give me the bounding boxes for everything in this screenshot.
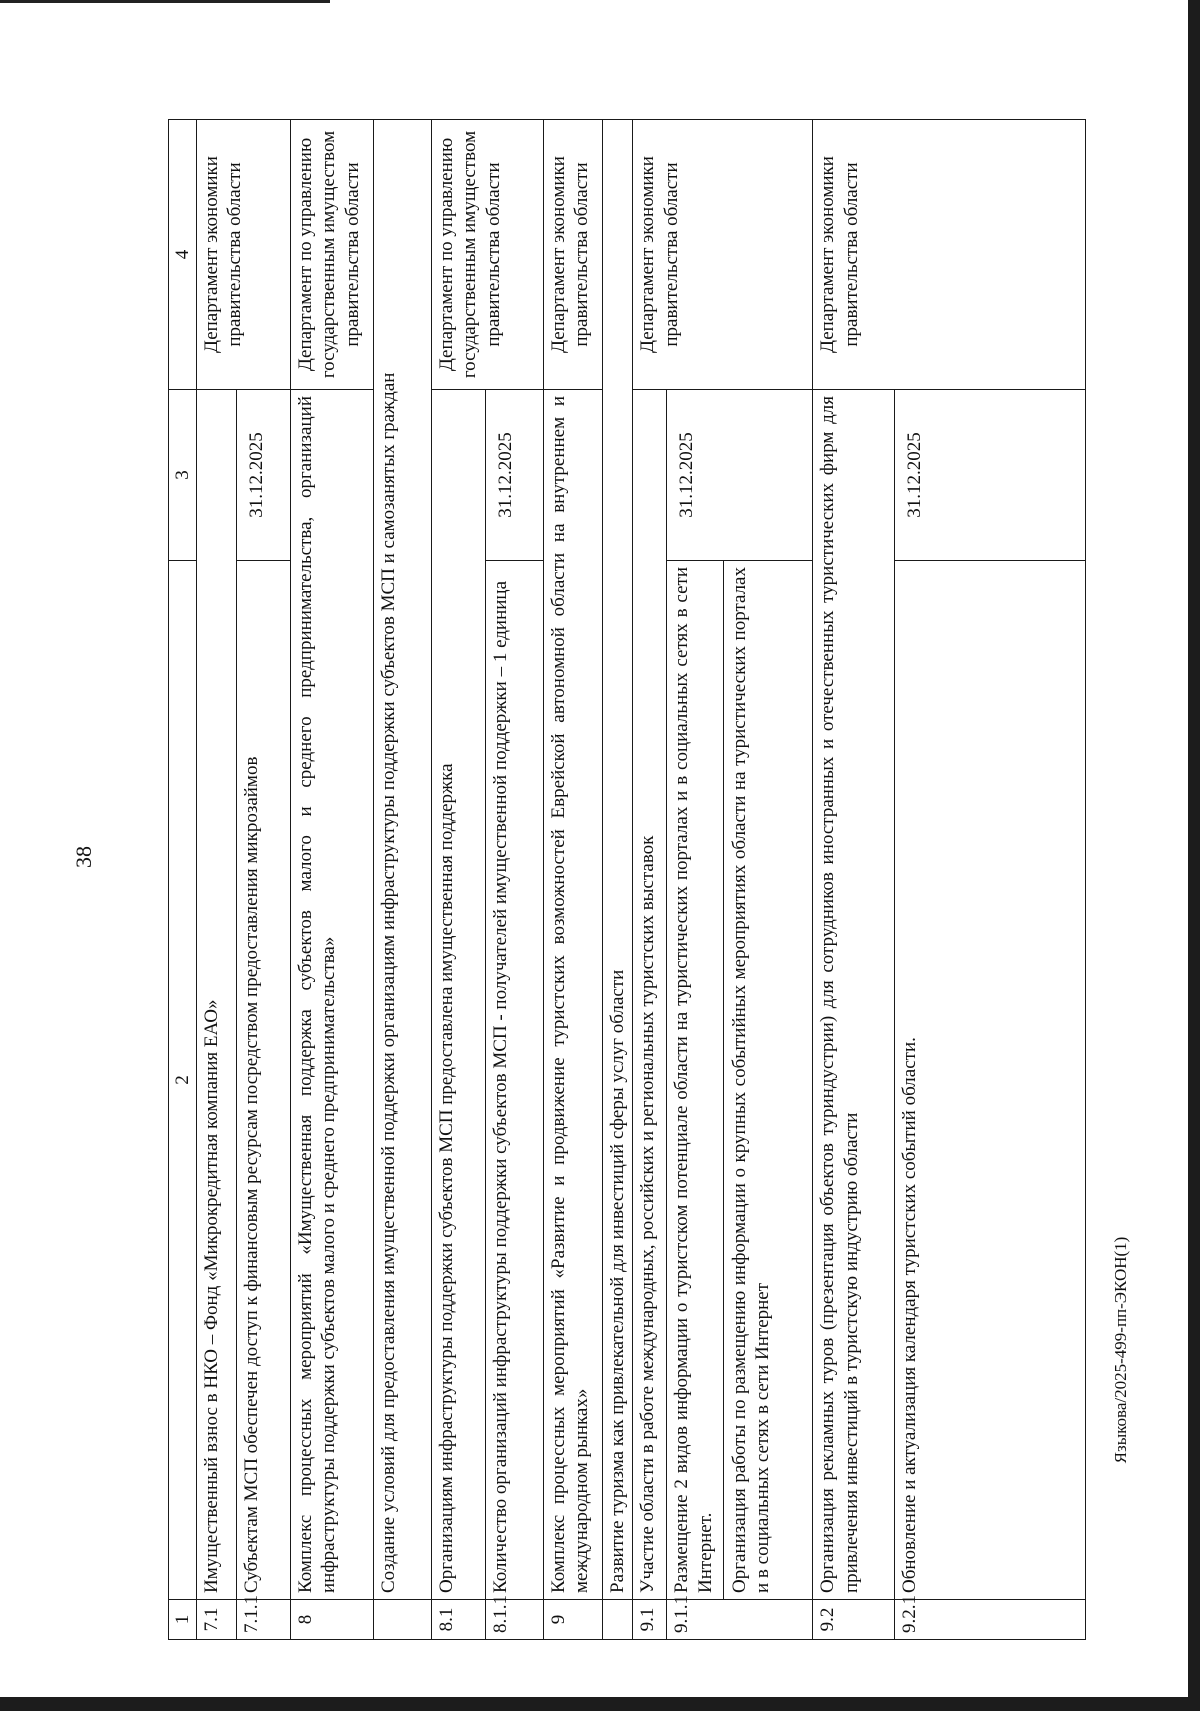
row-number: 9.2.1 <box>895 1600 1086 1640</box>
row-text: Комплекс процессных мероприятий «Имущественная поддержка субъектов малого и среднего предпринимательства, организаций инфраструктуры поддержки субъектов малого и среднего предпринимательства» <box>291 390 374 1600</box>
row-text: Организация рекламных туров (презентация объектов туриндустрии) для сотрудников иностранных и отечественных туристических фирм для привлечения инвестиций в туристскую индустрию области <box>813 390 895 1600</box>
header-cell: 4 <box>169 120 197 390</box>
row-department: Департамент экономики правительства области <box>813 120 1086 390</box>
row-number: 9.1.1 <box>667 1600 813 1640</box>
row-department: Департамент по управлению государственным имуществом правительства области <box>432 120 544 390</box>
row-text: Субъектам МСП обеспечен доступ к финансовым ресурсам посредством предоставления микрозаймов <box>237 561 291 1600</box>
section-title: Развитие туризма как привлекательной для инвестиций сферы услуг области <box>603 120 633 1600</box>
row-text-part: Организация работы по размещению информации о крупных событийных мероприятиях области на туристических порталах и в социальных сетях в сети Интернет <box>728 567 773 1593</box>
row-date: 31.12.2025 <box>486 390 544 561</box>
row-text <box>667 561 813 1600</box>
header-cell: 3 <box>169 390 197 561</box>
row-date: 31.12.2025 <box>667 390 813 561</box>
section-title: Создание условий для предоставления имущественной поддержки организациям инфраструктуры поддержки субъектов МСП и самозанятых граждан <box>374 120 432 1600</box>
row-text: Обновление и актуализация календаря туристских событий области. <box>895 561 1086 1600</box>
row-number: 8.1.1 <box>486 1600 544 1640</box>
row-text: Организациям инфраструктуры поддержки субъектов МСП предоставлена имущественная поддержка <box>432 390 486 1600</box>
plan-table <box>168 119 1086 1640</box>
row-number: 7.1.1 <box>237 1600 291 1640</box>
row-text: Участие области в работе международных, российских и региональных туристских выставок <box>633 390 667 1600</box>
rotated-table-container <box>168 120 1086 1640</box>
header-cell: 2 <box>169 561 197 1600</box>
row-department: Департамент экономики правительства области <box>633 120 813 390</box>
row-number: 9.1 <box>633 1600 667 1640</box>
row-number: 7.1 <box>197 1600 237 1640</box>
scan-edge-right <box>1188 0 1200 1711</box>
inner-divider <box>723 561 724 1599</box>
table-row <box>432 120 486 1640</box>
row-number: 9 <box>544 1600 603 1640</box>
table-row <box>544 120 603 1640</box>
section-row <box>374 120 432 1640</box>
row-number <box>603 1600 633 1640</box>
section-row <box>603 120 633 1640</box>
table-row <box>291 120 374 1640</box>
scan-edge-top <box>0 0 330 3</box>
table-row <box>197 120 237 1640</box>
table-row <box>633 120 667 1640</box>
table-row <box>813 120 895 1640</box>
header-row <box>169 120 197 1640</box>
row-department: Департамент экономики правительства области <box>544 120 603 390</box>
row-text: Комплекс процессных мероприятий «Развитие и продвижение туристских возможностей Еврейской автономной области на внутреннем и международном рынках» <box>544 390 603 1600</box>
scan-edge-bottom <box>0 1697 1200 1711</box>
row-text-part: Размещение 2 видов информации о туристском потенциале области на туристических порталах и в социальных сетях в сети Интернет. <box>671 567 716 1593</box>
document-code: Языкова/2025-499-пп-ЭКОН(1) <box>1111 1236 1130 1464</box>
page-number: 38 <box>71 846 96 868</box>
row-date: 31.12.2025 <box>895 390 1086 561</box>
row-number: 8 <box>291 1600 374 1640</box>
row-date: 31.12.2025 <box>237 390 291 561</box>
row-text: Количество организаций инфраструктуры поддержки субъектов МСП - получателей имущественной поддержки – 1 единица <box>486 561 544 1600</box>
row-number: 8.1 <box>432 1600 486 1640</box>
row-text: Имущественный взнос в НКО – Фонд «Микрокредитная компания ЕАО» <box>197 390 237 1600</box>
row-department: Департамент экономики правительства области <box>197 120 291 390</box>
row-department: Департамент по управлению государственным имуществом правительства области <box>291 120 374 390</box>
row-number <box>374 1600 432 1640</box>
row-number: 9.2 <box>813 1600 895 1640</box>
header-cell: 1 <box>169 1600 197 1640</box>
